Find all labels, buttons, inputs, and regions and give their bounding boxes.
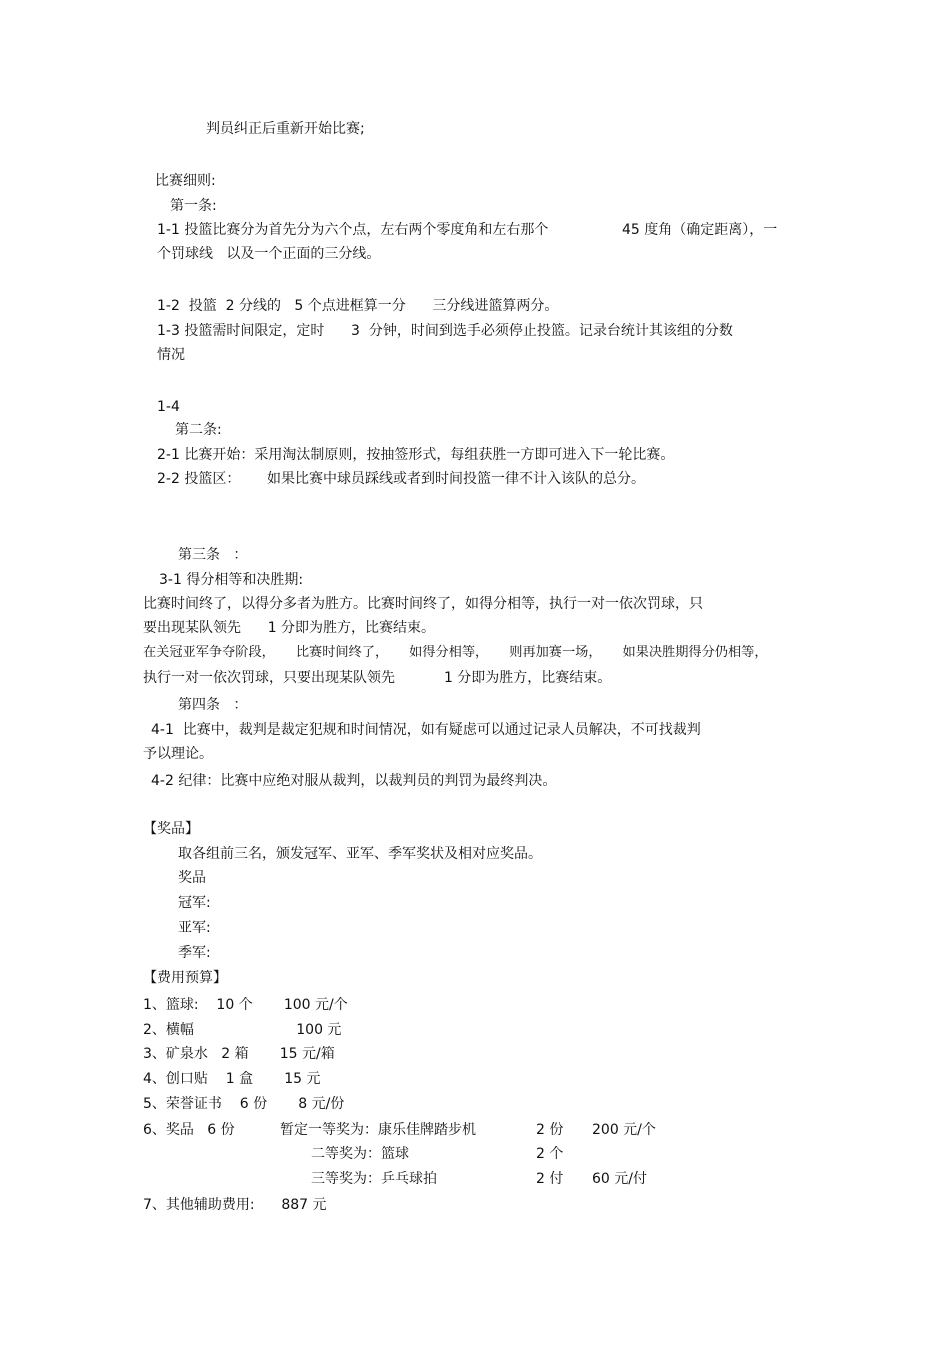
text-line: 45 度角（确定距离），一 bbox=[622, 222, 778, 238]
budget-item: 1、篮球: 10 个 100 元/个 bbox=[143, 997, 348, 1013]
text-line: 予以理论。 bbox=[143, 746, 213, 762]
text-line: 执行一对一依次罚球，只要出现某队领先 1 分即为胜方，比赛结束。 bbox=[143, 670, 612, 686]
article-heading: 第二条: bbox=[175, 422, 222, 438]
text-line: 要出现某队领先 1 分即为胜方，比赛结束。 bbox=[143, 620, 436, 636]
text-line: 2-2 投篮区： 如果比赛中球员踩线或者到时间投篮一律不计入该队的总分。 bbox=[157, 471, 646, 487]
text-line: 亚军: bbox=[178, 920, 211, 936]
text-line: 4-2 纪律：比赛中应绝对服从裁判，以裁判员的判罚为最终判决。 bbox=[151, 773, 557, 789]
prize-detail: 暂定一等奖为：康乐佳牌踏步机 bbox=[280, 1122, 476, 1138]
text-line: 在关冠亚军争夺阶段， 比赛时间终了， 如得分相等， 则再加赛一场， 如果决胜期得分仍相等， bbox=[143, 645, 768, 660]
prize-price: 60 元/付 bbox=[592, 1171, 647, 1187]
article-heading: 第四条 ： bbox=[178, 697, 248, 713]
text-line: 情况 bbox=[157, 347, 185, 363]
text-line: 取各组前三名，颁发冠军、亚军、季军奖状及相对应奖品。 bbox=[178, 846, 542, 862]
budget-item: 7、其他辅助费用: 887 元 bbox=[143, 1197, 327, 1213]
budget-item: 6、奖品 6 份 bbox=[143, 1122, 235, 1138]
prize-detail: 二等奖为：篮球 bbox=[311, 1146, 409, 1162]
text-line: 4-1 比赛中，裁判是裁定犯规和时间情况，如有疑虑可以通过记录人员解决，不可找裁判 bbox=[151, 722, 701, 738]
text-line: 1-3 投篮需时间限定，定时 3 分钟，时间到选手必须停止投篮。记录台统计其该组的分数 bbox=[157, 323, 733, 339]
section-heading: 【奖品】 bbox=[143, 821, 199, 837]
article-heading: 第三条 ： bbox=[178, 547, 248, 563]
text-line: 季军: bbox=[178, 945, 211, 961]
budget-item: 3、矿泉水 2 箱 15 元/箱 bbox=[143, 1046, 335, 1062]
prize-quantity: 2 付 bbox=[536, 1171, 564, 1187]
prize-price: 200 元/个 bbox=[592, 1122, 656, 1138]
text-line: 个罚球线 以及一个正面的三分线。 bbox=[157, 246, 381, 262]
section-heading: 【费用预算】 bbox=[143, 970, 227, 986]
prize-quantity: 2 个 bbox=[536, 1146, 564, 1162]
text-line: 3-1 得分相等和决胜期: bbox=[159, 572, 304, 588]
text-line: 比赛时间终了，以得分多者为胜方。比赛时间终了，如得分相等，执行一对一依次罚球，只 bbox=[143, 596, 703, 612]
text-line: 冠军: bbox=[178, 895, 211, 911]
budget-item: 4、创口贴 1 盒 15 元 bbox=[143, 1071, 321, 1087]
section-heading: 比赛细则: bbox=[155, 173, 216, 189]
budget-item: 2、横幅 100 元 bbox=[143, 1022, 342, 1038]
text-line: 1-2 投篮 2 分线的 5 个点进框算一分 三分线进篮算两分。 bbox=[157, 298, 559, 314]
prize-quantity: 2 份 bbox=[536, 1122, 564, 1138]
text-line: 判员纠正后重新开始比赛; bbox=[206, 121, 365, 137]
text-line: 1-1 投篮比赛分为首先分为六个点，左右两个零度角和左右那个 bbox=[157, 222, 549, 238]
prize-detail: 三等奖为：乒乓球拍 bbox=[311, 1171, 437, 1187]
article-heading: 第一条: bbox=[170, 198, 217, 214]
text-line: 1-4 bbox=[157, 399, 180, 415]
budget-item: 5、荣誉证书 6 份 8 元/份 bbox=[143, 1096, 345, 1112]
text-line: 奖品 bbox=[178, 870, 206, 886]
text-line: 2-1 比赛开始：采用淘汰制原则，按抽签形式，每组获胜一方即可进入下一轮比赛。 bbox=[157, 447, 675, 463]
